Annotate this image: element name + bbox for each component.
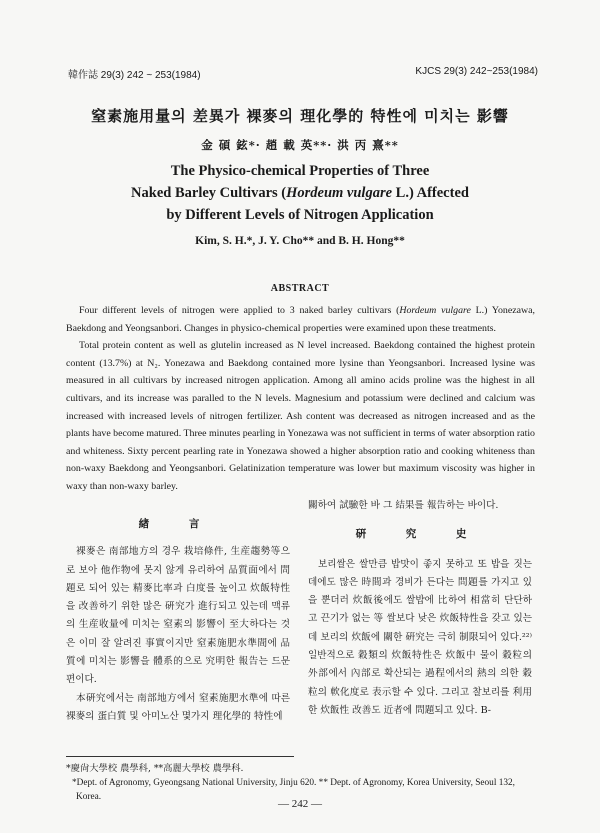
english-title-line-3: by Different Levels of Nitrogen Application xyxy=(166,207,434,223)
journal-citation-left: 韓作誌 29(3) 242 ~ 253(1984) xyxy=(68,70,201,81)
literature-review-heading: 硏 究 史 xyxy=(355,528,485,541)
introduction-heading: 緖 言 xyxy=(138,518,218,530)
english-title-species: Hordeum vulgare xyxy=(286,185,393,201)
page-number: — 242 — xyxy=(278,798,322,810)
introduction-continuation: 關하여 試驗한 바 그 結果를 報告하는 바이다. xyxy=(308,500,499,511)
introduction-paragraph-2: 本硏究에서는 南部地方에서 窒素施肥水準에 따른 裸麥의 蛋白質 및 아미노산 몇가지 理化學的 特性에 xyxy=(66,692,290,722)
english-title-line-2-pre: Naked Barley Cultivars ( xyxy=(131,185,287,201)
abstract-p1-post: L.) Yonezawa, Baekdong and Yeongsanbori. Changes in physico-chemical properties were examined upon these treatments. xyxy=(66,305,535,334)
korean-title: 窒素施用量의 差異가 裸麥의 理化學的 特性에 미치는 影響 xyxy=(91,107,509,125)
abstract-paragraph-2: Total protein content as well as glutelin increased as N level increased. Baekdong contained the highest protein content (13.7%) at N₂. Yonezawa and Baekdong contained more lysine than Yeongsanbori. Increased lysine was measured in all cultivars by increased nitrogen application. Among all amino acids proline was the highest in all cultivars, and its increase was paralled to the N levels. Magnesium and potassium were declined and calcium was increased with increased levels of nitrogen fertilizer. Ash content was decreased as nitrogen increased and as the plants have become matured. Three minutes pearling in Yonezawa was not sufficient in terms of water absorption ratio and whiteness. Sixty percent pearling rate in Yonezawa showed a higher absorption ratio and cooking whiteness than non-waxy Baekdong and Yeongsanbori. Gelatinization temperature was lower but maximum viscosity was higher in waxy than non-waxy barley. xyxy=(66,340,535,492)
footnote-rule xyxy=(66,756,294,757)
english-title-line-1: The Physico-chemical Properties of Three xyxy=(170,163,430,179)
left-column xyxy=(66,515,290,726)
literature-review-paragraph-1: 보리쌀은 쌀만큼 밥맛이 좋지 못하고 또 밥을 짓는 데에도 많은 時間과 경비가 든다는 問題를 가지고 있을 뿐더러 炊飯後에도 쌀밥에 比하여 相當히 단단하고 끈기가 없는 等 쌀보다 낮은 炊飯特性을 갖고 있는데 보리의 炊飯에 關한 硏究는 극히 制限되어 있다.²²⁾ 일반적으로 穀類의 炊飯特性은 炊飯中 물이 穀粒의 外部에서 內部로 확산되는 過程에서의 熱의 의한 穀粒의 軟化度로 表示할 수 있다. 그리고 찰보리를 利用한 炊飯性 改善도 近者에 問題되고 있다. B- xyxy=(308,558,532,716)
english-title-line-2-post: L.) Affected xyxy=(392,185,469,201)
english-authors: Kim, S. H.*, J. Y. Cho** and B. H. Hong** xyxy=(195,235,405,247)
abstract-p1-species: Hordeum vulgare xyxy=(399,305,471,316)
abstract-paragraph-1 xyxy=(66,302,535,337)
korean-authors: 金 碩 鉉*· 趙 載 英**· 洪 丙 熹** xyxy=(201,138,399,152)
footnote-korean: *慶尙大學校 農學科, **高麗大學校 農學科. xyxy=(66,763,244,774)
abstract-body xyxy=(66,302,535,496)
footnote-english: *Dept. of Agronomy, Gyeongsang National University, Jinju 620. ** Dept. of Agronomy, Korea University, Seoul 132, Korea. xyxy=(72,778,516,802)
journal-citation-right: KJCS 29(3) 242~253(1984) xyxy=(415,66,538,77)
abstract-heading: ABSTRACT xyxy=(270,283,330,294)
english-title-line-2 xyxy=(0,185,600,202)
introduction-paragraph-1: 裸麥은 南部地方의 경우 栽培條件, 生産趨勢等으로 보아 他作物에 못지 않게 유리하여 品質面에서 問題로 되어 있는 精麥比率과 白度를 높이고 炊飯特性을 改善하기 위한 많은 硏究가 進行되고 있는데 맥류의 生産收量에 미치는 窒素의 影響이 至大하다는 것은 이미 잘 알려진 事實이지만 窒素施肥水準間에 品質에 미치는 影響을 體系的으로 究明한 報告는 드문 편이다. xyxy=(66,546,290,686)
right-column xyxy=(308,497,532,720)
abstract-p1-pre: Four different levels of nitrogen were applied to 3 naked barley cultivars ( xyxy=(79,305,400,316)
